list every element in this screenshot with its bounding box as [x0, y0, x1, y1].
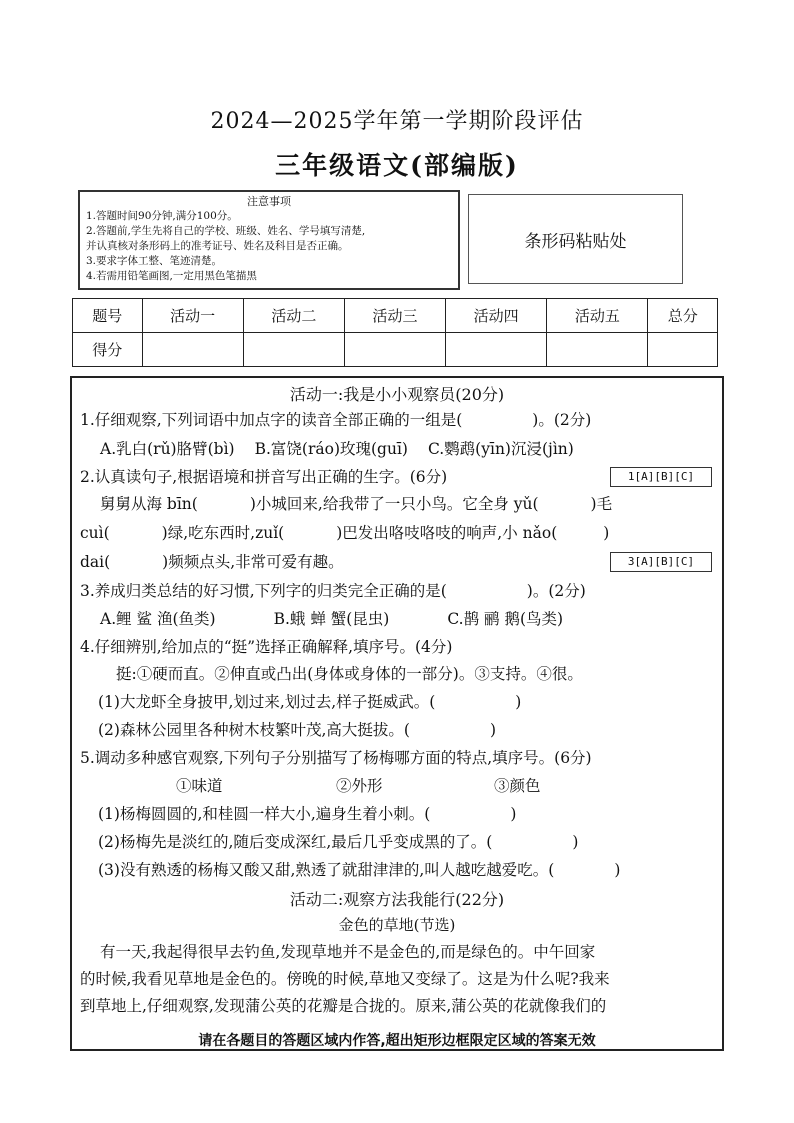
barcode-label: 条形码粘贴处: [524, 231, 627, 252]
q2-stem: 2.认真读句子,根据语境和拼音写出正确的生字。(6分): [80, 468, 448, 486]
q1-option-b: B.富饶(ráo)玫瑰(guī): [254, 440, 408, 458]
q5-close: ): [510, 805, 517, 823]
q3-options: [100, 607, 563, 629]
q4-meanings: 挺:①硬而直。②伸直或凸出(身体或身体的一部分)。③支持。④很。: [116, 665, 583, 683]
passage-line: 有一天,我起得很早去钓鱼,发现草地并不是金色的,而是绿色的。中午回家: [100, 943, 596, 961]
q5-stem: 5.调动多种感官观察,下列句子分别描写了杨梅哪方面的特点,填序号。(6分): [80, 749, 592, 767]
q2-line2: [80, 521, 609, 543]
score-cell[interactable]: [648, 333, 718, 367]
header-cell: 活动五: [547, 299, 648, 333]
q2-line3: [80, 550, 344, 572]
q5-close: ): [572, 833, 579, 851]
q3-stem-end: )。(2分): [526, 582, 586, 600]
q5-choice: ②外形: [336, 777, 383, 795]
q1-stem-text: 1.仔细观察,下列词语中加点字的读音全部正确的一组是(: [80, 411, 463, 429]
answer-code-box: 1[A][B][C]: [610, 467, 712, 487]
q4-close: ): [489, 721, 496, 739]
exam-subtitle: 三年级语文(部编版): [275, 151, 519, 180]
notice-item: 4.若需用铅笔画图,一定用黑色笔描黑: [86, 270, 257, 282]
header-cell: 活动四: [446, 299, 547, 333]
q2-text: cuì(: [80, 524, 110, 542]
barcode-area: [468, 194, 683, 284]
q4-s1-text: (1)大龙虾全身披甲,划过来,划过去,样子挺威武。(: [98, 693, 436, 711]
score-cell[interactable]: [446, 333, 547, 367]
header-cell: 活动三: [344, 299, 445, 333]
q3-option-a: A.鲤 鲨 渔(鱼类): [100, 610, 216, 628]
q4-stem: 4.仔细辨别,给加点的“挺”选择正确解释,填序号。(4分): [80, 638, 453, 656]
q3-stem: [80, 579, 586, 601]
q2-text: 舅舅从海 bīn(: [100, 495, 198, 513]
q4-s2-text: (2)森林公园里各种树木枝繁叶茂,高大挺拔。(: [98, 721, 410, 739]
notice-item: 并认真核对条形码上的准考证号、姓名及科目是否正确。: [86, 240, 349, 252]
q2-text: dai(: [80, 553, 111, 571]
q1-options: [100, 437, 574, 459]
q5-s3-text: (3)没有熟透的杨梅又酸又甜,熟透了就甜津津的,叫人越吃越爱吃。(: [98, 861, 555, 879]
header-cell: 活动二: [243, 299, 344, 333]
q2-text: )频频点头,非常可爱有趣。: [162, 553, 344, 571]
q5-sentence-2: [98, 830, 578, 852]
passage-title: 金色的草地(节选): [338, 916, 456, 934]
passage-line: 的时候,我看见草地是金色的。傍晚的时候,草地又变绿了。这是为什么呢?我来: [80, 970, 610, 988]
score-cell[interactable]: [243, 333, 344, 367]
q1-stem: [80, 408, 591, 430]
score-cell[interactable]: [344, 333, 445, 367]
answer-area-notice: 请在各题目的答题区域内作答,超出矩形边框限定区域的答案无效: [198, 1033, 596, 1049]
q4-sentence-1: [98, 690, 521, 712]
section1-title: 活动一:我是小小观察员(20分): [289, 385, 505, 404]
score-cell[interactable]: [547, 333, 648, 367]
q2-text: ): [603, 524, 610, 542]
q5-sentence-1: [98, 802, 516, 824]
notice-item: 3.要求字体工整、笔迹清楚。: [86, 255, 223, 267]
q5-choice: ③颜色: [494, 777, 541, 795]
exam-title: 2024—2025学年第一学期阶段评估: [210, 109, 584, 134]
score-table-header-row: [73, 299, 718, 333]
q5-sentence-3: [98, 858, 620, 880]
passage-line: 到草地上,仔细观察,发现蒲公英的花瓣是合拢的。原来,蒲公英的花就像我们的: [80, 997, 607, 1015]
q2-text: )巴发出咯吱咯吱的响声,小 nǎo(: [336, 524, 558, 542]
notice-item: 1.答题时间90分钟,满分100分。: [86, 210, 238, 222]
header-cell: 活动一: [142, 299, 243, 333]
q1-stem-end: )。(2分): [532, 411, 592, 429]
section2-title: 活动二:观察方法我能行(22分): [289, 890, 505, 909]
q5-s1-text: (1)杨梅圆圆的,和桂圆一样大小,遍身生着小刺。(: [98, 805, 431, 823]
q3-option-b: B.蛾 蝉 蟹(昆虫): [273, 610, 390, 628]
score-table: [72, 298, 718, 367]
q2-text: )绿,吃东西时,zuǐ(: [161, 524, 285, 542]
q3-stem-text: 3.养成归类总结的好习惯,下列字的归类完全正确的是(: [80, 582, 447, 600]
notice-box: [78, 190, 460, 290]
score-table-score-row: [73, 333, 718, 367]
notice-item: 2.答题前,学生先将自己的学校、班级、姓名、学号填写清楚,: [86, 225, 366, 237]
q5-choice: ①味道: [176, 777, 223, 795]
q2-text: )小城回来,给我带了一只小鸟。它全身 yǔ(: [249, 495, 539, 513]
q3-option-c: C.鹊 鹂 鹅(鸟类): [447, 610, 564, 628]
q1-option-a: A.乳白(rǔ)胳臂(bì): [100, 440, 235, 458]
q5-s2-text: (2)杨梅先是淡红的,随后变成深红,最后几乎变成黑的了。(: [98, 833, 493, 851]
q5-close: ): [614, 861, 621, 879]
q4-close: ): [515, 693, 522, 711]
notice-heading: 注意事项: [247, 195, 291, 208]
header-cell: 题号: [73, 299, 143, 333]
answer-code-box: 3[A][B][C]: [610, 552, 712, 572]
header-cell: 总分: [648, 299, 718, 333]
q1-option-c: C.鹦鹉(yīn)沉浸(jìn): [427, 440, 574, 458]
q2-line1: [100, 492, 612, 514]
q4-sentence-2: [98, 718, 496, 740]
q2-text: )毛: [590, 495, 613, 513]
score-cell[interactable]: [142, 333, 243, 367]
row-label: 得分: [73, 333, 143, 367]
